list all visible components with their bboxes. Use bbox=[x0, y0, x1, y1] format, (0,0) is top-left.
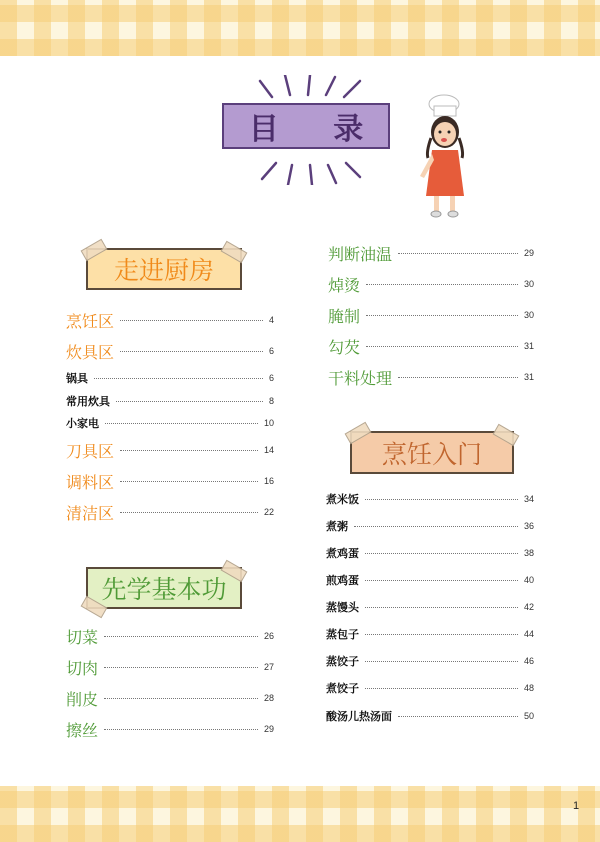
toc-item-label: 煮粥 bbox=[326, 520, 348, 533]
toc-item[interactable] bbox=[66, 413, 274, 433]
toc-item[interactable] bbox=[66, 310, 274, 330]
toc-item[interactable] bbox=[66, 471, 274, 491]
leader-dots bbox=[120, 481, 258, 482]
leader-dots bbox=[366, 346, 518, 347]
page-title: 目 录 bbox=[222, 103, 390, 149]
toc-item-page: 14 bbox=[263, 445, 274, 455]
toc-item[interactable] bbox=[326, 624, 534, 644]
toc-item-page: 42 bbox=[523, 602, 534, 612]
leader-dots bbox=[120, 512, 258, 513]
toc-item-page: 22 bbox=[263, 507, 274, 517]
toc-item-page: 34 bbox=[523, 494, 534, 504]
section-basics-label bbox=[86, 567, 242, 609]
toc-item[interactable] bbox=[66, 391, 274, 411]
toc-item[interactable] bbox=[328, 243, 534, 263]
section-kitchen-text: 走进厨房 bbox=[113, 256, 214, 285]
leader-dots bbox=[365, 499, 518, 500]
leader-dots bbox=[354, 526, 518, 527]
leader-dots bbox=[120, 450, 258, 451]
toc-item-label: 清洁区 bbox=[66, 503, 115, 523]
toc-item-label: 勾芡 bbox=[328, 337, 361, 357]
toc-item[interactable] bbox=[326, 597, 534, 617]
toc-item[interactable] bbox=[66, 657, 274, 677]
toc-item[interactable] bbox=[326, 516, 534, 536]
gingham-border-bottom bbox=[0, 786, 600, 842]
toc-item-page: 46 bbox=[523, 656, 534, 666]
toc-item[interactable] bbox=[66, 719, 274, 739]
leader-dots bbox=[120, 320, 263, 321]
toc-item[interactable] bbox=[66, 626, 274, 646]
toc-item[interactable] bbox=[326, 543, 534, 563]
leader-dots bbox=[116, 401, 263, 402]
leader-dots bbox=[104, 667, 258, 668]
section-cooking-label bbox=[350, 431, 514, 474]
toc-item-label: 切肉 bbox=[66, 658, 99, 678]
leader-dots bbox=[365, 553, 518, 554]
toc-item-label: 擦丝 bbox=[66, 720, 99, 740]
toc-item-page: 29 bbox=[523, 248, 534, 258]
toc-item-page: 38 bbox=[523, 548, 534, 558]
leader-dots bbox=[94, 378, 263, 379]
leader-dots bbox=[120, 351, 263, 352]
toc-item-page: 4 bbox=[268, 315, 274, 325]
leader-dots bbox=[104, 729, 258, 730]
leader-dots bbox=[365, 634, 518, 635]
toc-item-label: 烹饪区 bbox=[66, 311, 115, 331]
toc-item-page: 26 bbox=[263, 631, 274, 641]
toc-item-label: 煎鸡蛋 bbox=[326, 574, 359, 587]
toc-item[interactable] bbox=[326, 678, 534, 698]
toc-item-label: 酸汤儿热汤面 bbox=[326, 710, 392, 723]
section-cooking-text: 烹饪入门 bbox=[381, 439, 482, 469]
toc-item-page: 16 bbox=[263, 476, 274, 486]
leader-dots bbox=[105, 423, 258, 424]
leader-dots bbox=[366, 284, 518, 285]
toc-item-label: 蒸饺子 bbox=[326, 655, 359, 668]
toc-item[interactable] bbox=[326, 706, 534, 726]
toc-item[interactable] bbox=[66, 502, 274, 522]
toc-item-label: 煮鸡蛋 bbox=[326, 547, 359, 560]
section-basics-text: 先学基本功 bbox=[101, 575, 227, 604]
toc-item-page: 28 bbox=[263, 693, 274, 703]
toc-item-page: 6 bbox=[268, 373, 274, 383]
toc-item-label: 切菜 bbox=[66, 627, 99, 647]
leader-dots bbox=[365, 580, 518, 581]
toc-item-label: 常用炊具 bbox=[66, 395, 110, 408]
leader-dots bbox=[365, 607, 518, 608]
toc-item[interactable] bbox=[328, 305, 534, 325]
toc-item-page: 27 bbox=[263, 662, 274, 672]
leader-dots bbox=[104, 698, 258, 699]
toc-item-page: 48 bbox=[523, 683, 534, 693]
toc-item-label: 焯烫 bbox=[328, 275, 361, 295]
toc-item-page: 36 bbox=[523, 521, 534, 531]
toc-item[interactable] bbox=[328, 336, 534, 356]
toc-item[interactable] bbox=[326, 489, 534, 509]
toc-item-label: 腌制 bbox=[328, 306, 361, 326]
toc-item-label: 刀具区 bbox=[66, 441, 115, 461]
toc-item[interactable] bbox=[66, 440, 274, 460]
gingham-border-top bbox=[0, 0, 600, 56]
leader-dots bbox=[366, 315, 518, 316]
toc-item-label: 小家电 bbox=[66, 417, 99, 430]
toc-item-label: 锅具 bbox=[66, 372, 88, 385]
toc-item-label: 削皮 bbox=[66, 689, 99, 709]
toc-item-page: 6 bbox=[268, 346, 274, 356]
toc-item-label: 蒸馒头 bbox=[326, 601, 359, 614]
toc-item-page: 44 bbox=[523, 629, 534, 639]
toc-item[interactable] bbox=[66, 368, 274, 388]
page-number: 1 bbox=[573, 800, 580, 812]
toc-item-label: 判断油温 bbox=[328, 244, 393, 264]
toc-item-page: 10 bbox=[263, 418, 274, 428]
toc-item-page: 30 bbox=[523, 279, 534, 289]
toc-item-page: 29 bbox=[263, 724, 274, 734]
leader-dots bbox=[398, 253, 518, 254]
toc-item-page: 40 bbox=[523, 575, 534, 585]
toc-item-label: 蒸包子 bbox=[326, 628, 359, 641]
toc-item[interactable] bbox=[328, 367, 534, 387]
toc-item-label: 干料处理 bbox=[328, 368, 393, 388]
leader-dots bbox=[365, 688, 518, 689]
toc-item[interactable] bbox=[66, 341, 274, 361]
leader-dots bbox=[398, 716, 518, 717]
toc-item-page: 50 bbox=[523, 711, 534, 721]
toc-item-label: 炊具区 bbox=[66, 342, 115, 362]
leader-dots bbox=[104, 636, 258, 637]
toc-item-label: 煮米饭 bbox=[326, 493, 359, 506]
toc-item[interactable] bbox=[326, 651, 534, 671]
toc-item-page: 8 bbox=[268, 396, 274, 406]
leader-dots bbox=[365, 661, 518, 662]
leader-dots bbox=[398, 377, 518, 378]
toc-item[interactable] bbox=[66, 688, 274, 708]
chef-girl-illustration bbox=[398, 92, 478, 224]
toc-item-label: 煮饺子 bbox=[326, 682, 359, 695]
toc-item-page: 31 bbox=[523, 372, 534, 382]
toc-item-label: 调料区 bbox=[66, 472, 115, 492]
toc-item-page: 30 bbox=[523, 310, 534, 320]
section-kitchen-label bbox=[86, 248, 242, 290]
toc-item-page: 31 bbox=[523, 341, 534, 351]
toc-item[interactable] bbox=[326, 570, 534, 590]
toc-item[interactable] bbox=[328, 274, 534, 294]
